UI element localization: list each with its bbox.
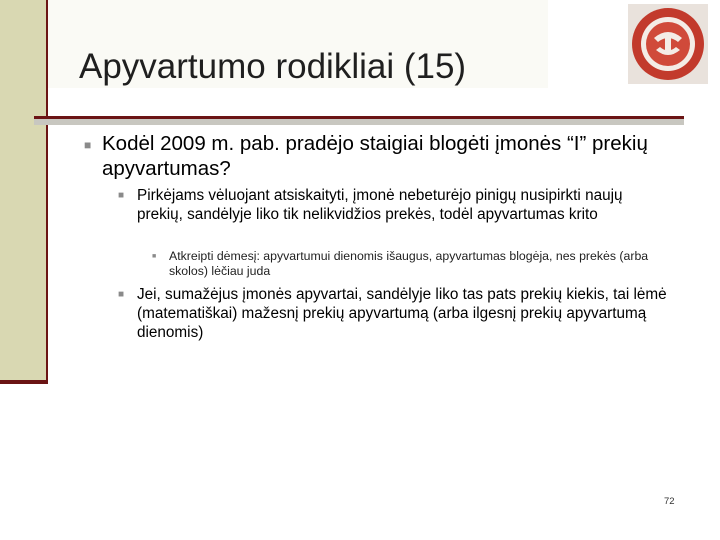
bullet-level3-icon: ■ xyxy=(152,253,157,260)
page-number: 72 xyxy=(664,496,675,507)
level3-bullet-text: Atkreipti dėmesį: apyvartumui dienomis išaugus, apyvartumas blogėja, nes prekės (arba skolos) lėčiau juda xyxy=(169,249,649,278)
level2-bullet-text-b: Jei, sumažėjus įmonės apyvartai, sandėlyje liko tas pats prekių kiekis, tai lėmė (matematiškai) mažesnį prekių apyvartumą (arba ilgesnį prekių apyvartumą dienomis) xyxy=(137,286,667,341)
university-seal-icon xyxy=(628,4,708,84)
left-decorative-bar xyxy=(0,0,46,383)
level1-bullet-text: Kodėl 2009 m. pab. pradėjo staigiai blogėti įmonės “I” prekių apyvartumas? xyxy=(102,132,648,180)
left-bar-bottom-line xyxy=(0,380,48,384)
bullet-level2-icon: ■ xyxy=(118,190,125,201)
bullet-level1-icon: ■ xyxy=(84,138,92,152)
level2-bullet-text-a: Pirkėjams vėluojant atsiskaityti, įmonė nebeturėjo pinigų nusipirkti naujų prekių, sandėlyje liko tik nelikvidžios prekės, todėl apyvartumas krito xyxy=(137,187,623,223)
title-rule-light xyxy=(34,119,684,125)
bullet-level2-icon-b: ■ xyxy=(118,289,125,300)
slide-title: Apyvartumo rodikliai (15) xyxy=(79,47,467,86)
